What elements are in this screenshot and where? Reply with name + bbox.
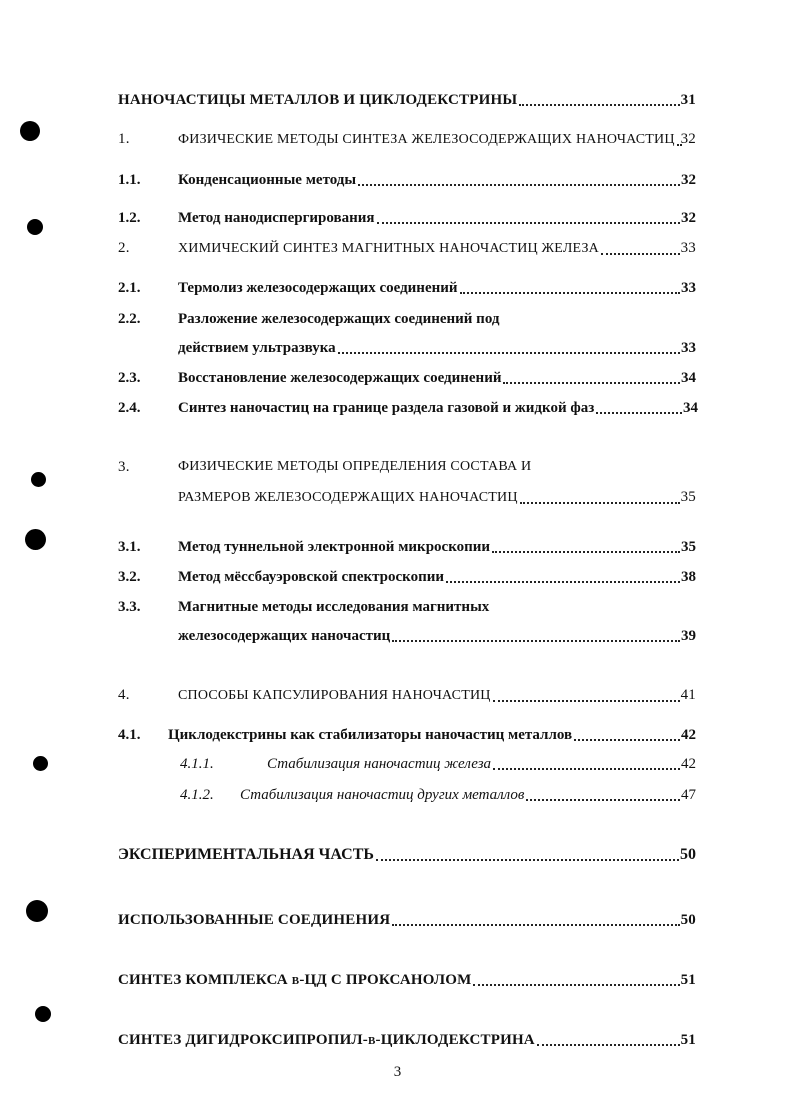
toc-entry-second-line (178, 626, 696, 646)
toc-entry-page: 39 (681, 628, 696, 644)
punch-hole (20, 121, 40, 141)
toc-entry-number: 2. (118, 240, 130, 256)
toc-entry-title-continued: РАЗМЕРОВ ЖЕЛЕЗОСОДЕРЖАЩИХ НАНОЧАСТИЦ (178, 490, 518, 505)
leader-dots (376, 859, 679, 861)
toc-entry-page: 34 (683, 400, 698, 416)
toc-entry-second-line (178, 338, 696, 358)
leader-dots (596, 412, 682, 414)
toc-entry-number: 2.3. (118, 370, 141, 386)
toc-entry (118, 238, 696, 259)
punch-hole (35, 1006, 51, 1022)
toc-entry-title: Стабилизация наночастиц железа (267, 756, 492, 772)
leader-dots (377, 222, 680, 224)
toc-entry-title: Восстановление железосодержащих соединений (178, 370, 502, 386)
toc-entry-title: Циклодекстрины как стабилизаторы наночастиц металлов (168, 727, 573, 743)
leader-dots (473, 984, 679, 986)
toc-entry-title-continued: железосодержащих наночастиц (178, 628, 391, 644)
leader-dots (492, 551, 680, 553)
leader-dots (503, 382, 680, 384)
toc-entry-title: СПОСОБЫ КАПСУЛИРОВАНИЯ НАНОЧАСТИЦ (178, 688, 491, 703)
toc-entry-title-continued: действием ультразвука (178, 340, 336, 356)
leader-dots (493, 700, 680, 702)
toc-entry-title: Разложение железосодержащих соединений под (178, 311, 500, 327)
leader-dots (338, 352, 680, 354)
leader-dots (601, 253, 680, 255)
toc-entry-number: 2.1. (118, 280, 141, 296)
leader-dots (493, 768, 680, 770)
toc-entry (118, 170, 696, 190)
page-number: 3 (393, 1064, 402, 1080)
toc-entry (118, 129, 696, 150)
leader-dots (520, 502, 680, 504)
toc-entry (118, 278, 696, 298)
toc-entry-page: 41 (680, 687, 696, 703)
toc-entry (180, 785, 696, 805)
toc-entry-title: ЭКСПЕРИМЕНТАЛЬНАЯ ЧАСТЬ (118, 846, 374, 863)
leader-dots (526, 799, 680, 801)
toc-entry-number: 4.1. (118, 727, 141, 743)
toc-entry (180, 754, 696, 774)
toc-entry-page: 32 (681, 172, 696, 188)
toc-entry-page: 47 (681, 787, 696, 803)
toc-entry-title: Метод туннельной электронной микроскопии (178, 539, 491, 555)
toc-entry-page: 32 (680, 131, 696, 147)
toc-entry-page: 32 (681, 210, 696, 226)
toc-entry (118, 537, 696, 557)
toc-entry (118, 567, 696, 587)
toc-entry-page: 38 (681, 569, 696, 585)
toc-entry (118, 398, 698, 418)
toc-entry-page: 31 (680, 92, 696, 108)
leader-dots (519, 104, 679, 106)
toc-entry-number: 1.1. (118, 172, 141, 188)
toc-entry-first-line (118, 457, 696, 477)
toc-entry-title: СИНТЕЗ КОМПЛЕКСА β-ЦД С ПРОКСАНОЛОМ (118, 972, 472, 988)
toc-entry-number: 3.2. (118, 569, 141, 585)
toc-entry-number: 3.1. (118, 539, 141, 555)
leader-dots (358, 184, 680, 186)
toc-entry-title: ИСПОЛЬЗОВАННЫЕ СОЕДИНЕНИЯ (118, 912, 391, 928)
toc-entry-page: 42 (681, 727, 696, 743)
toc-entry-title: ФИЗИЧЕСКИЕ МЕТОДЫ СИНТЕЗА ЖЕЛЕЗОСОДЕРЖАЩИХ НАНОЧАСТИЦ (178, 132, 675, 147)
toc-entry-number: 2.2. (118, 311, 141, 327)
leader-dots (537, 1044, 680, 1046)
toc-entry-number: 3. (118, 459, 130, 475)
leader-dots (392, 924, 679, 926)
punch-hole (26, 900, 48, 922)
toc-entry-number: 2.4. (118, 400, 141, 416)
toc-entry-title: ФИЗИЧЕСКИЕ МЕТОДЫ ОПРЕДЕЛЕНИЯ СОСТАВА И (178, 459, 532, 474)
toc-entry (118, 970, 696, 990)
leader-dots (460, 292, 680, 294)
toc-entry-number: 1. (118, 131, 130, 147)
toc-entry-title: Термолиз железосодержащих соединений (178, 280, 458, 296)
toc-entry-page: 51 (680, 972, 696, 988)
toc-entry-title: ХИМИЧЕСКИЙ СИНТЕЗ МАГНИТНЫХ НАНОЧАСТИЦ ЖЕЛЕЗА (178, 241, 599, 256)
toc-entry (118, 910, 696, 930)
toc-entry (118, 725, 696, 745)
toc-entry-number: 4.1.2. (180, 787, 214, 803)
toc-entry-second-line (178, 487, 696, 508)
toc-entry-title: Метод нанодиспергирования (178, 210, 375, 226)
toc-entry-title: Стабилизация наночастиц других металлов (240, 787, 525, 803)
toc-entry-title: Магнитные методы исследования магнитных (178, 599, 490, 615)
toc-entry-page: 35 (680, 489, 696, 505)
toc-entry-page: 33 (680, 240, 696, 256)
toc-entry-page: 33 (681, 340, 696, 356)
toc-entry-page: 42 (681, 756, 696, 772)
punch-hole (31, 472, 46, 487)
leader-dots (392, 640, 680, 642)
toc-entry-title: Синтез наночастиц на границе раздела газовой и жидкой фаз (178, 400, 595, 416)
toc-entry-number: 4.1.1. (180, 756, 214, 772)
toc-entry-page: 51 (680, 1032, 696, 1048)
toc-entry (118, 685, 696, 706)
toc-entry-number: 4. (118, 687, 130, 703)
toc-entry-number: 3.3. (118, 599, 141, 615)
toc-entry-title: Метод мёссбауэровской спектроскопии (178, 569, 445, 585)
leader-dots (677, 144, 680, 146)
leader-dots (574, 739, 680, 741)
toc-entry-number: 1.2. (118, 210, 141, 226)
toc-entry-title: СИНТЕЗ ДИГИДРОКСИПРОПИЛ-β-ЦИКЛОДЕКСТРИНА (118, 1032, 535, 1048)
toc-entry-page: 34 (681, 370, 696, 386)
punch-hole (33, 756, 48, 771)
toc-entry (118, 845, 696, 865)
toc-entry-title: НАНОЧАСТИЦЫ МЕТАЛЛОВ И ЦИКЛОДЕКСТРИНЫ (118, 92, 518, 108)
leader-dots (446, 581, 680, 583)
toc-entry (118, 208, 696, 228)
toc-entry (118, 90, 696, 110)
toc-entry-title: Конденсационные методы (178, 172, 357, 188)
punch-hole (27, 219, 43, 235)
toc-entry-page: 33 (681, 280, 696, 296)
punch-hole (25, 529, 46, 550)
toc-entry-page: 50 (680, 846, 696, 863)
toc-entry (118, 1030, 696, 1050)
toc-entry-page: 35 (681, 539, 696, 555)
toc-entry-first-line (118, 597, 696, 617)
toc-entry-first-line (118, 309, 696, 329)
toc-entry-page: 50 (680, 912, 696, 928)
toc-entry (118, 368, 696, 388)
